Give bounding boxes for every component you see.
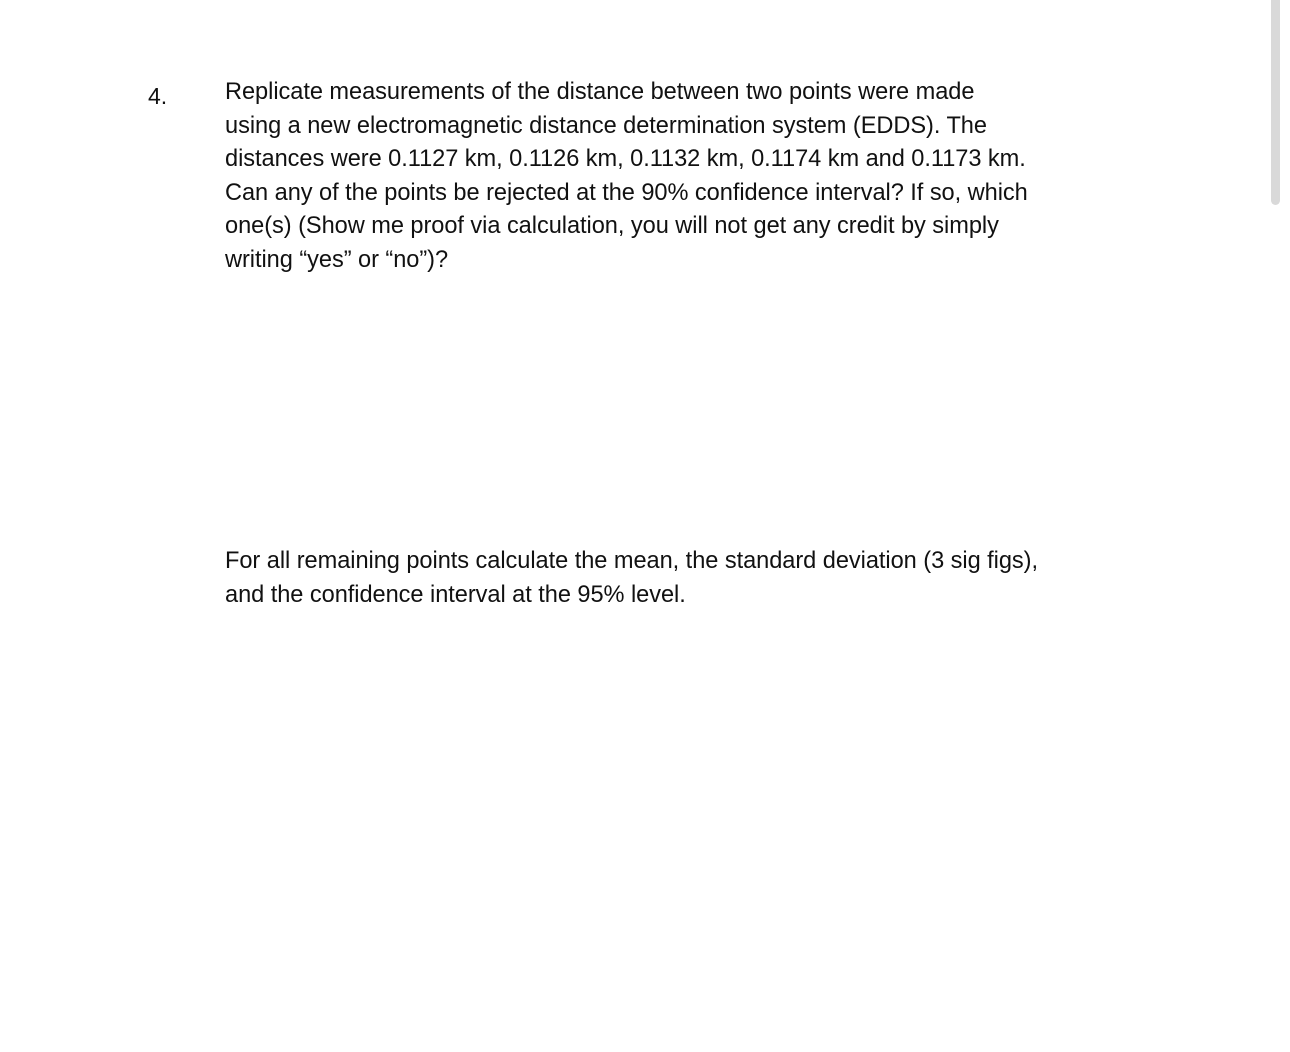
question-line: using a new electromagnetic distance determination system (EDDS). The xyxy=(225,112,987,139)
question-text xyxy=(225,76,1115,277)
question-line: distances were 0.1127 km, 0.1126 km, 0.1132 km, 0.1174 km and 0.1173 km. xyxy=(225,146,1026,172)
question-line: Replicate measurements of the distance between two points were made xyxy=(225,79,975,105)
scrollbar-thumb[interactable] xyxy=(1271,0,1280,205)
followup-line: and the confidence interval at the 95% level. xyxy=(225,581,686,608)
question-line: writing “yes” or “no”)? xyxy=(225,246,449,273)
followup-question-text xyxy=(225,545,1125,612)
vertical-scrollbar[interactable] xyxy=(1268,0,1290,1052)
question-line: one(s) (Show me proof via calculation, you will not get any credit by simply xyxy=(225,213,999,239)
question-line: Can any of the points be rejected at the 90% confidence interval? If so, which xyxy=(225,179,1028,206)
question-number: 4. xyxy=(148,83,168,109)
followup-line: For all remaining points calculate the mean, the standard deviation (3 sig figs), xyxy=(225,548,1038,574)
